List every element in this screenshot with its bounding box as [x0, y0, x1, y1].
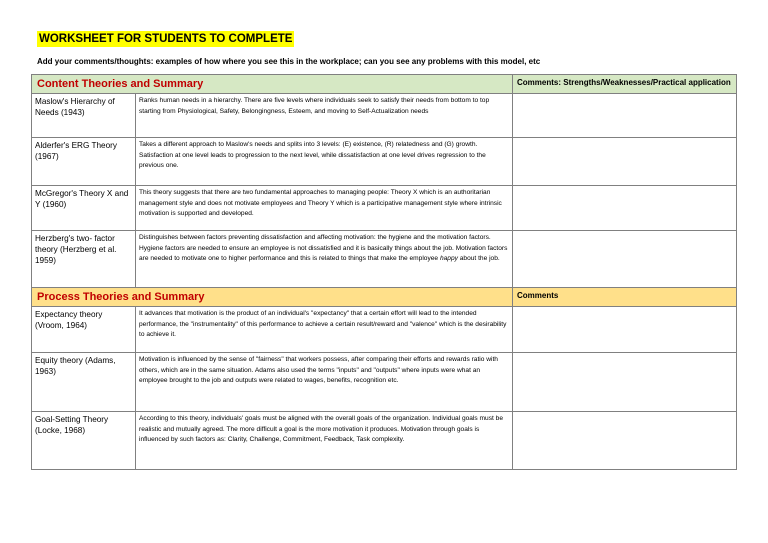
comment-cell[interactable]	[513, 94, 737, 138]
comment-cell[interactable]	[513, 353, 737, 412]
table-row	[32, 231, 737, 288]
theory-name: McGregor's Theory X and Y (1960)	[32, 186, 136, 231]
theory-name: Goal-Setting Theory (Locke, 1968)	[32, 412, 136, 470]
theory-name: Equity theory (Adams, 1963)	[32, 353, 136, 412]
theory-summary: It advances that motivation is the product of an individual's "expectancy" that a certain effort will lead to the intended performance, the "instrumentality" of this performance to achieve a certain result/reward and "valence" which is the desirability to achieve it.	[136, 307, 513, 353]
comment-cell[interactable]	[513, 412, 737, 470]
process-comments-heading: Comments	[513, 288, 737, 307]
theory-name: Expectancy theory (Vroom, 1964)	[32, 307, 136, 353]
content-section-header	[32, 75, 737, 94]
theory-summary	[136, 231, 513, 288]
theory-summary: Motivation is influenced by the sense of "fairness" that workers possess, after comparing their efforts and rewards ratio with others, which are in the same situation. Adams also used the terms "inputs" and "outputs" where inputs were what an employee brought to the job and outputs were related to wages, benefits, recognition etc.	[136, 353, 513, 412]
instructions-text: Add your comments/thoughts: examples of how where you see this in the workplace; can you see any problems with this model, etc	[37, 57, 541, 66]
theories-table	[31, 74, 737, 470]
table-row	[32, 94, 737, 138]
content-comments-heading: Comments: Strengths/Weaknesses/Practical application	[513, 75, 737, 94]
theory-summary: Ranks human needs in a hierarchy. There are five levels where individuals seek to satisfy their needs from bottom to top starting from Physiological, Safety, Belongingness, Esteem, and moving to Self-Actualization needs	[136, 94, 513, 138]
worksheet-title: WORKSHEET FOR STUDENTS TO COMPLETE	[39, 33, 293, 45]
table-row	[32, 307, 737, 353]
table-row	[32, 412, 737, 470]
process-section-header	[32, 288, 737, 307]
summary-text-end: about the job.	[457, 255, 500, 262]
comment-cell[interactable]	[513, 186, 737, 231]
comment-cell[interactable]	[513, 138, 737, 186]
table-row	[32, 353, 737, 412]
comment-cell[interactable]	[513, 231, 737, 288]
summary-text: Distinguishes between factors preventing dissatisfaction and affecting motivation: the hygiene and the motivation factors. Hygiene factors are needed to ensure an employee is not dissatisfied and it is basically things about the job. Motivation factors are needed to motivate one to higher performance and this is related to things that make the employee	[139, 234, 508, 262]
theory-name: Alderfer's ERG Theory (1967)	[32, 138, 136, 186]
theory-name: Maslow's Hierarchy of Needs (1943)	[32, 94, 136, 138]
comment-cell[interactable]	[513, 307, 737, 353]
table-row	[32, 138, 737, 186]
table-row	[32, 186, 737, 231]
content-theories-heading: Content Theories and Summary	[32, 75, 513, 94]
theory-summary: This theory suggests that there are two fundamental approaches to managing people: Theory X which is an authoritarian management style and does not motivate employees and Theory Y which is a participative management style where intrinsic motivation is supported and developed.	[136, 186, 513, 231]
theory-name: Herzberg's two- factor theory (Herzberg et al. 1959)	[32, 231, 136, 288]
process-theories-heading: Process Theories and Summary	[32, 288, 513, 307]
theory-summary: According to this theory, individuals' goals must be aligned with the overall goals of the organization. Individual goals must be realistic and mutually agreed. The more difficult a goal is the more motivation it produces. Motivation through goals is influenced by such factors as: Clarity, Challenge, Commitment, Feedback, Task complexity.	[136, 412, 513, 470]
summary-emphasis: happy	[439, 255, 458, 262]
theory-summary: Takes a different approach to Maslow's needs and splits into 3 levels: (E) existence, (R) relatedness and (G) growth. Satisfaction at one level leads to progression to the next level, while dissatisfaction at one level drives regression to the previous one.	[136, 138, 513, 186]
